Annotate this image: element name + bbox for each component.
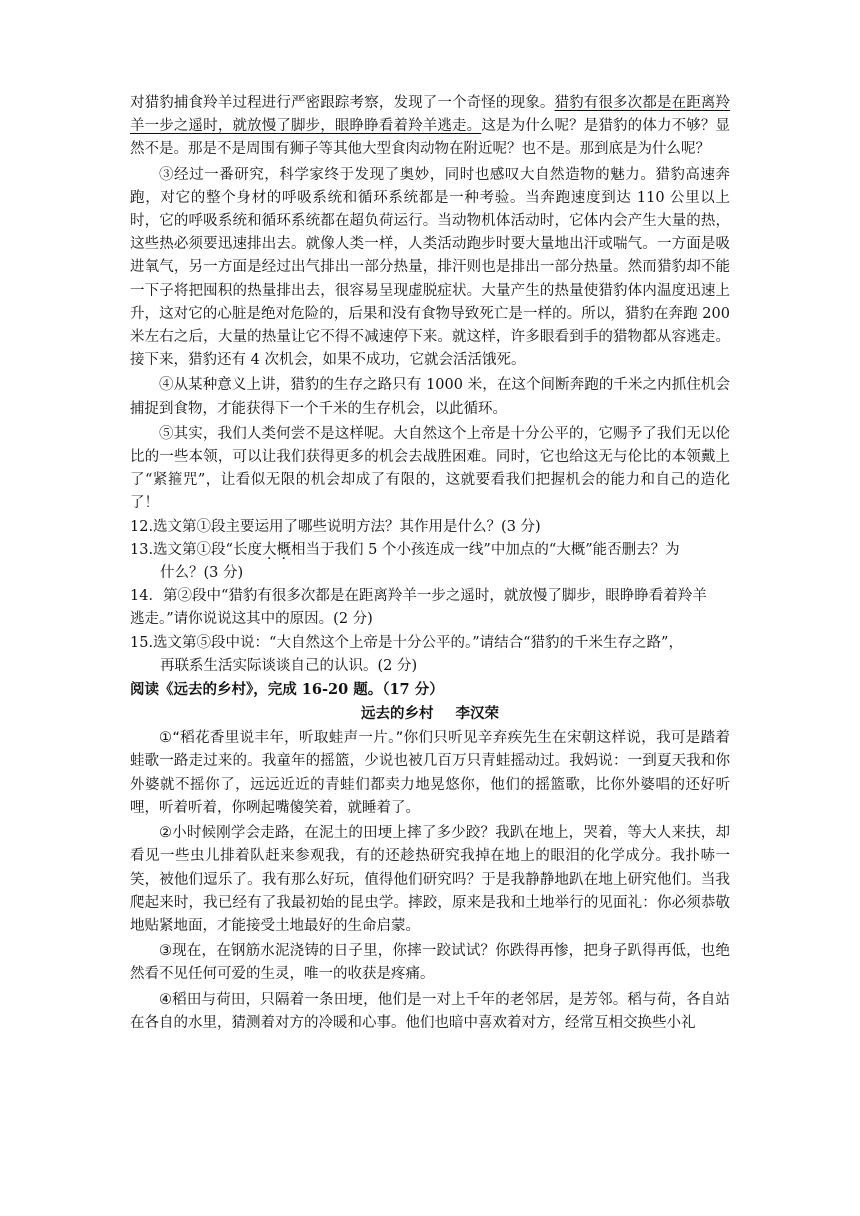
question-15: 15.选文第⑤段中说：“大自然这个上帝是十分公平的。”请结合“猎豹的千米生存之路”， [130,634,683,651]
emphasis-dot-gai: 概 [276,541,291,558]
article-paragraph-2: ②小时候刚学会走路，在泥土的田埂上摔了多少跤？我趴在地上，哭着，等大人来扶，却看见一些虫儿排着队赶来参观我，有的还趁热研究我掉在地上的眼泪的化学成分。我扑哧一笑，被他们逗乐了。我有那么好玩，值得他们研究吗？于是我静静地趴在地上研究他们。当我爬起来时，我已经有了我最初始的昆虫学。摔跤，原来是我和土地举行的见面礼：你必须恭敬地贴紧地面，才能接受土地最好的生命启蒙。 [130,825,730,934]
q13-text-b: 相当于我们 5 个小孩连成一线”中加点的“大概”能否删去？为 [290,541,680,558]
article-paragraph-1: ①“稻花香里说丰年，听取蛙声一片。”你们只听见辛弃疾先生在宋朝这样说，我可是踏着蛙歌一路走过来的。我童年的摇篮，少说也被几百万只青蛙摇动过。我妈说：一到夏天我和你外婆就不摇你了，远远近近的青蛙们都卖力地晃悠你，他们的摇篮歌，比你外婆唱的还好听哩，听着听着，你咧起嘴傻笑着，就睡着了。 [130,730,730,816]
question-13-continued: 什么？(3 分) [160,565,244,582]
emphasis-dot-da: 大 [261,541,277,558]
underlined-sentence: 猎豹有很多次都是在距离羚羊一步之遥时，就放慢了脚步，眼睁睁看着羚羊逃走。 [130,95,731,135]
question-14-continued: 逃走。”请你说说这其中的原因。(2 分) [130,611,373,628]
question-14: 14．第②段中“猎豹有很多次都是在距离羚羊一步之遥时，就放慢了脚步，眼睁睁看着羚羊 [130,588,707,605]
section-heading: 阅读《远去的乡村》，完成 16-20 题。（17 分） [130,681,444,699]
passage1-paragraph-2 [130,92,730,162]
question-15-continued: 再联系生活实际谈谈自己的认识。(2 分) [160,657,418,674]
article-paragraph-3: ③现在，在钢筋水泥浇铸的日子里，你摔一跤试试？你跌得再惨，把身子趴得再低，也绝然看不见任何可爱的生灵，唯一的收获是疼痛。 [130,943,730,983]
passage1-paragraph-5: ⑤其实，我们人类何尝不是这样呢。大自然这个上帝是十分公平的，它赐予了我们无以伦比的一些本领，可以让我们获得更多的机会去战胜困难。同时，它也给这无与伦比的本领戴上了“紧箍咒”，让看似无限的机会却成了有限的，这就要看我们把握机会的能力和自己的造化了！ [130,425,730,512]
article-paragraph-4: ④稻田与荷田，只隔着一条田埂，他们是一对上千年的老邻居，是芳邻。稻与荷，各自站在各自的水里，猜测着对方的冷暖和心事。他们也暗中喜欢着对方，经常互相交换些小礼 [130,991,730,1031]
question-12: 12.选文第①段主要运用了哪些说明方法？其作用是什么？(3 分) [130,518,541,535]
q13-text-a: 13.选文第①段“长度 [130,541,262,558]
article-title-line [130,701,730,727]
intro-text-tail: 这是为什么呢？是猎豹的体力不够？显然不是。那是不是周围有狮子等其他大型食肉动物在附近呢？也不是。那到底是为什么呢？ [130,118,731,158]
passage1-paragraph-4: ④从某种意义上讲，猎豹的生存之路只有 1000 米，在这个间断奔跑的千米之内抓住机会捕捉到食物，才能获得下一个千米的生存机会，以此循环。 [130,377,730,417]
intro-text: 对猎豹捕食羚羊过程进行严密跟踪考察，发现了一个奇怪的现象。 [130,95,555,111]
article-title: 远去的乡村 [361,705,434,723]
question-13 [130,539,730,562]
passage1-paragraph-3: ③经过一番研究，科学家终于发现了奥妙，同时也感叹大自然造物的魅力。猎豹高速奔跑，对它的整个身材的呼吸系统和循环系统都是一种考验。当奔跑速度到达 110 公里以上时，它的呼吸系统和循环系统都在超负荷运行。当动物机体活动时，它体内会产生大量的热，这些热必须要迅速排出去。就像人类一样，人类活动跑步时要大量地出汗或喘气。一方面是吸进氧气，另一方面是经过出气排出一部分热量，排汗则也是排出一部分热量。然而猎豹却不能一下子将把囤积的热量排出去，很容易呈现虚脱症状。大量产生的热量使猎豹体内温度迅速上升，这对它的心脏是绝对危险的，后果和没有食物导致死亡是一样的。所以，猎豹在奔跑 200 米左右之后，大量的热量让它不得不减速停下来。就这样，许多眼看到手的猎物都从容逃走。接下来，猎豹还有 4 次机会，如果不成功，它就会活活饿死。 [130,166,730,369]
document-page [130,92,730,1035]
article-author: 李汉荣 [455,705,499,723]
